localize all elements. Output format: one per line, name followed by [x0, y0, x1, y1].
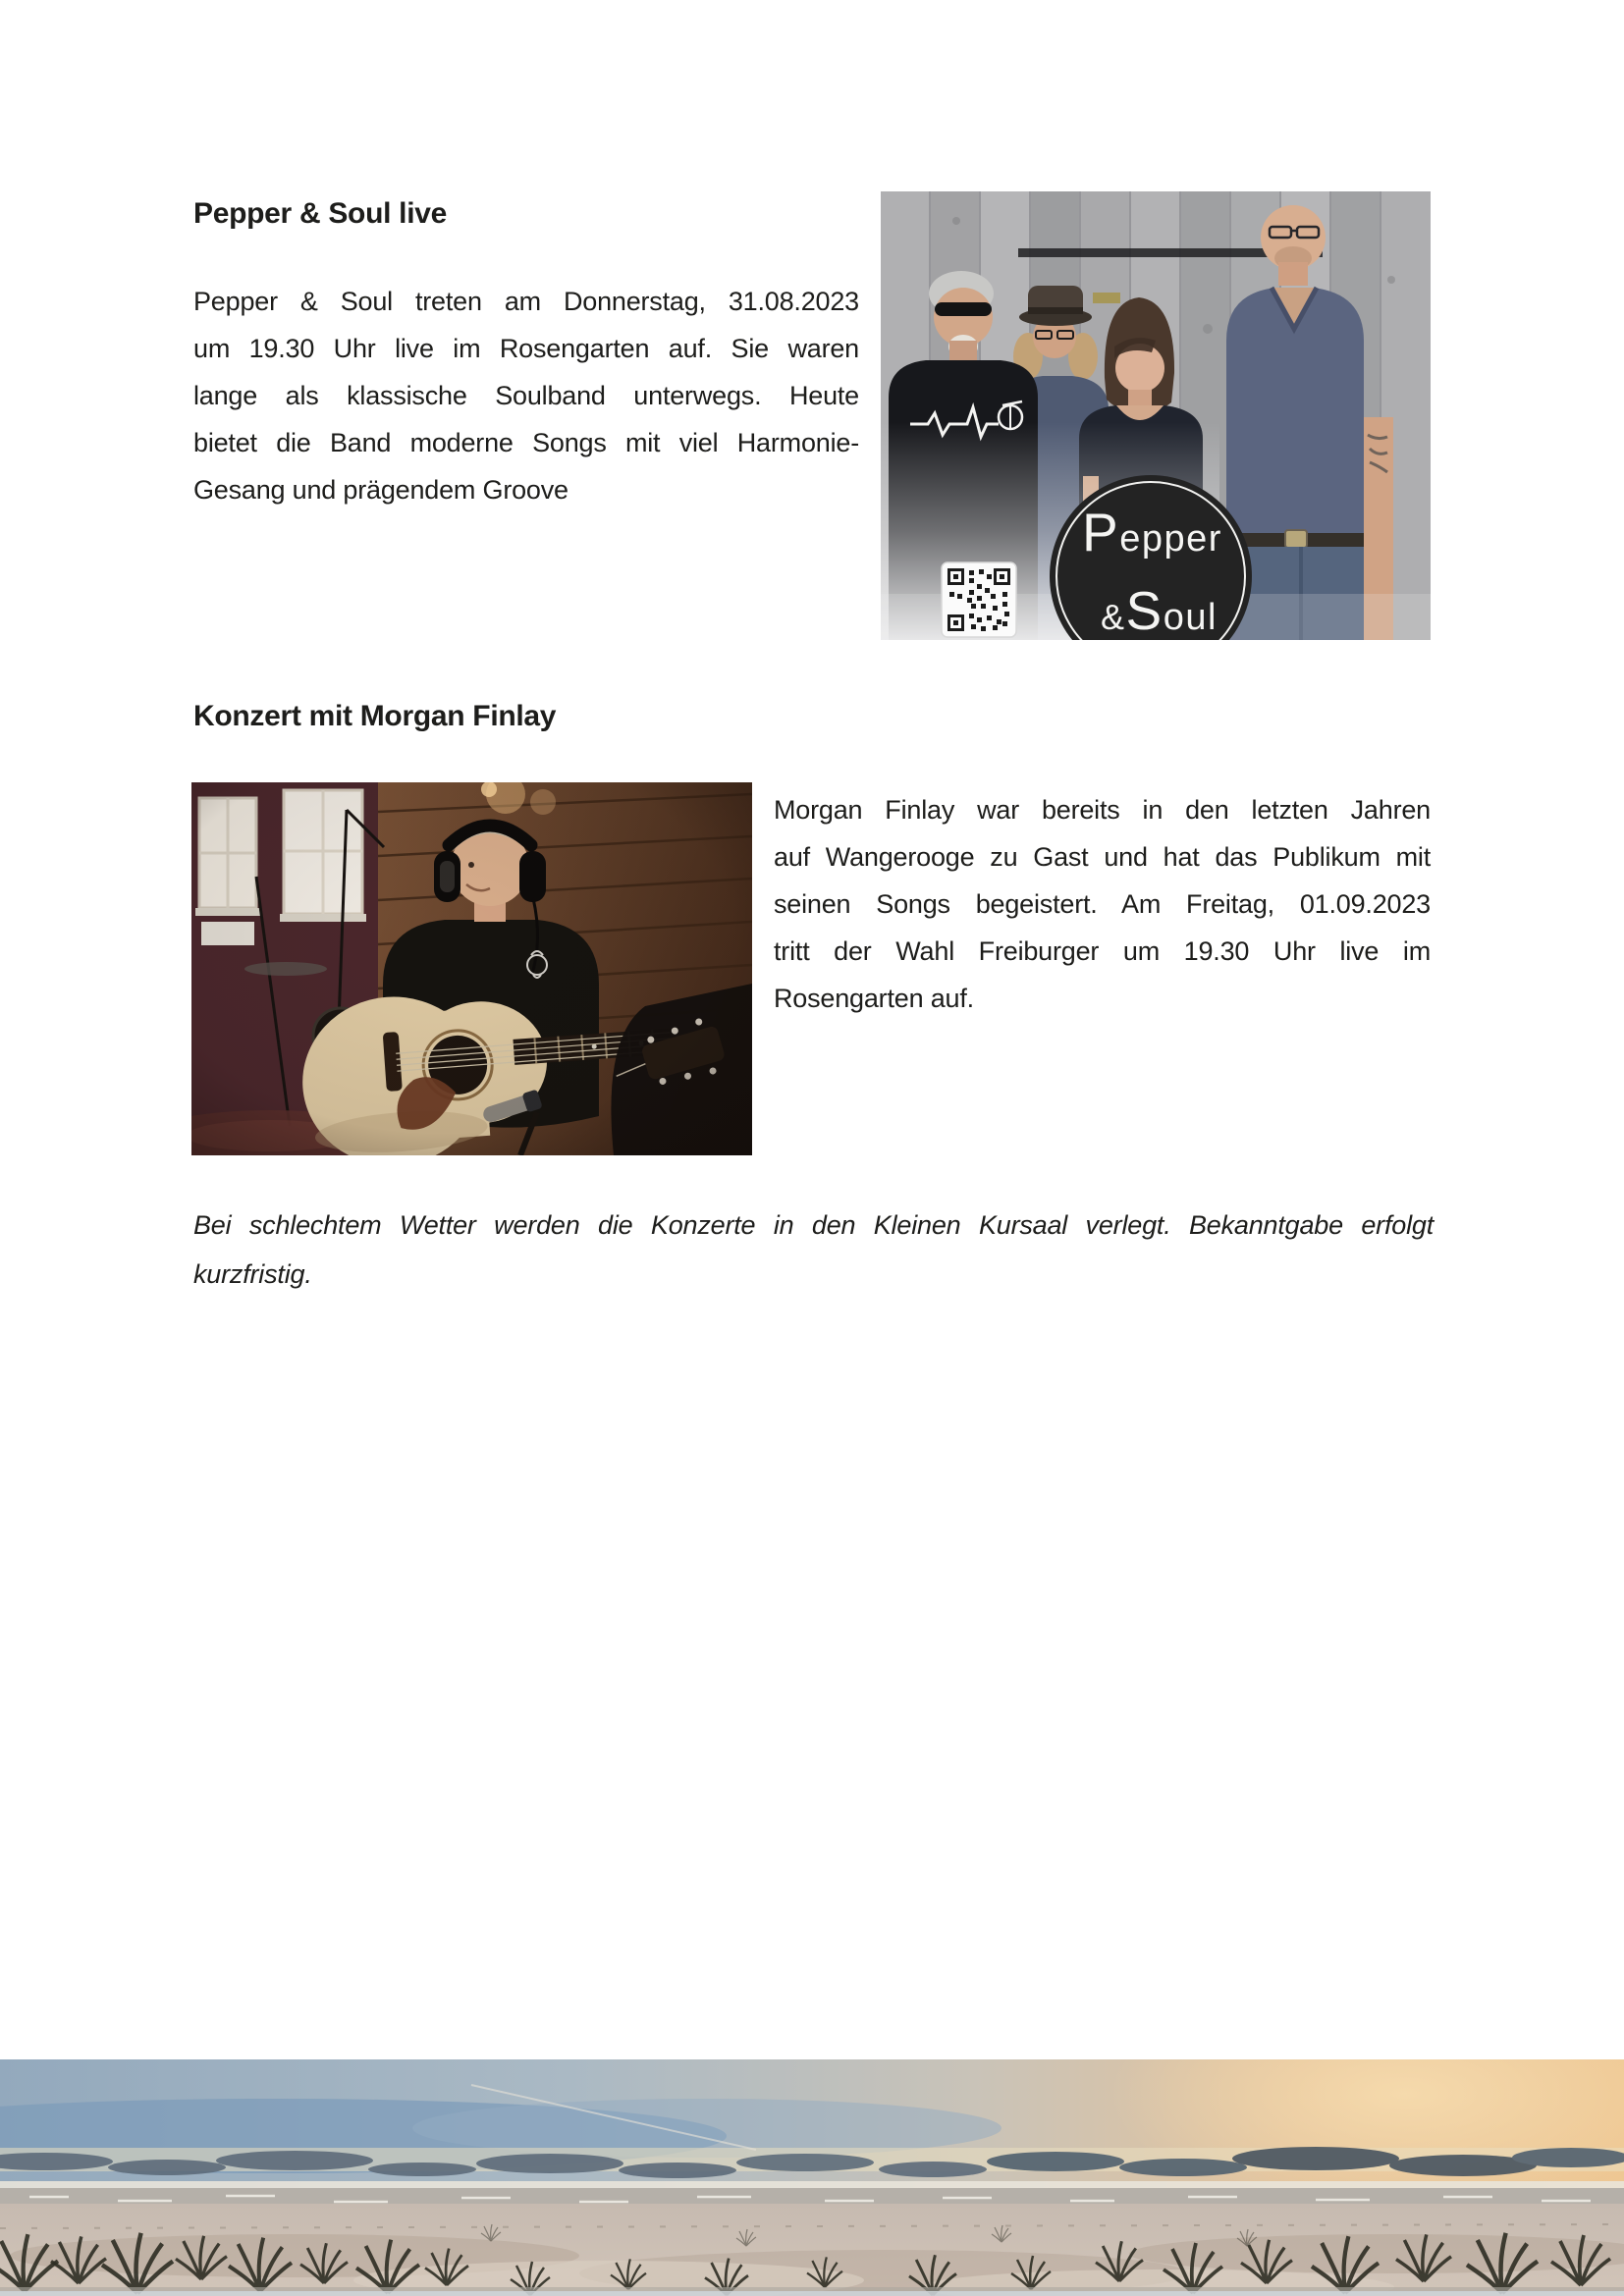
paragraph-pepper-soul [193, 278, 859, 513]
paragraph-line: auf Wangerooge zu Gast und hat das Publikum mit [774, 842, 1431, 872]
sea-horizon [0, 2181, 1624, 2206]
heading-konzert-morgan-finlay: Konzert mit Morgan Finlay [193, 700, 557, 732]
paragraph-morgan-finlay [774, 786, 1431, 1022]
heading-pepper-soul-live: Pepper & Soul live [193, 197, 448, 230]
beach-panorama-photo [0, 2059, 1624, 2296]
door-latch [1093, 293, 1120, 303]
paragraph-line: seinen Songs begeistert. Am Freitag, 01.09.2023 [774, 889, 1431, 919]
weather-note [193, 1201, 1434, 1299]
paragraph-line: um 19.30 Uhr live im Rosengarten auf. Sie waren [193, 334, 859, 363]
paragraph-line: Rosengarten auf. [774, 984, 974, 1013]
vignette [191, 782, 752, 1155]
note-line: kurzfristig. [193, 1259, 312, 1289]
note-line: Bei schlechtem Wetter werden die Konzerte in den Kleinen Kursaal verlegt. Bekanntgabe erfolgt [193, 1210, 1434, 1240]
paragraph-line: tritt der Wahl Freiburger um 19.30 Uhr live im [774, 936, 1431, 966]
photo-bottom-edge [0, 2291, 1624, 2296]
paragraph-line: Pepper & Soul treten am Donnerstag, 31.08.2023 [193, 287, 859, 316]
qr-code [942, 562, 1016, 637]
beach-and-dunes [0, 2204, 1624, 2296]
morgan-finlay-photo [191, 782, 752, 1155]
band-photo [881, 191, 1431, 640]
paragraph-line: lange als klassische Soulband unterwegs. Heute [193, 381, 859, 410]
band-logo-line1: Pepper [1082, 502, 1222, 562]
paragraph-line: Gesang und prägendem Groove [193, 475, 568, 505]
paragraph-line: Morgan Finlay war bereits in den letzten Jahren [774, 795, 1431, 825]
paragraph-line: bietet die Band moderne Songs mit viel Harmonie- [193, 428, 859, 457]
band-logo-line2: &Soul [1101, 580, 1218, 640]
sunglasses [935, 302, 992, 316]
belt-buckle [1285, 530, 1307, 548]
